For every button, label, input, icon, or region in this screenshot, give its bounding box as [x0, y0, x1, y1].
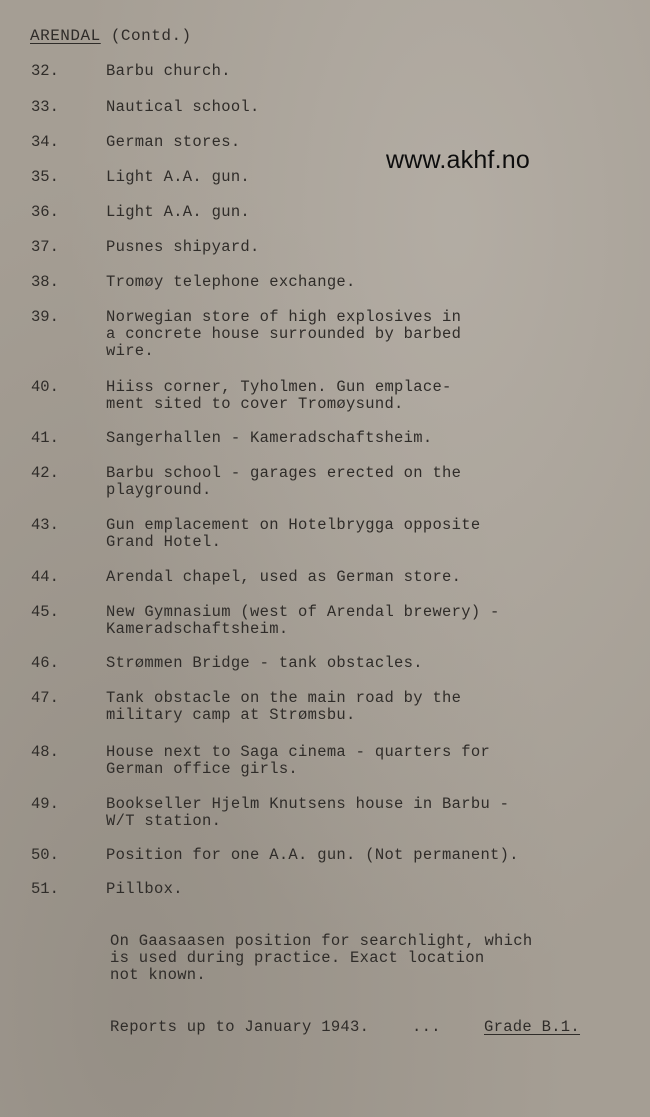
- item-number: 44.: [31, 568, 59, 586]
- item-text: Barbu church.: [106, 62, 231, 80]
- header-title: ARENDAL: [30, 27, 101, 45]
- item-number: 33.: [31, 98, 59, 116]
- grade-label: Grade B.1.: [484, 1018, 581, 1036]
- item-number: 42.: [31, 464, 59, 482]
- item-text: Light A.A. gun.: [106, 203, 251, 221]
- item-text: Hiiss corner, Tyholmen. Gun emplace- ment sited to cover Tromøysund.: [106, 378, 452, 413]
- item-number: 36.: [31, 203, 59, 221]
- item-number: 45.: [31, 603, 59, 621]
- item-number: 47.: [31, 689, 59, 707]
- item-number: 39.: [31, 308, 59, 326]
- item-text: Bookseller Hjelm Knutsens house in Barbu - W/T station.: [106, 795, 510, 830]
- item-text: Barbu school - garages erected on the playground.: [106, 464, 462, 499]
- item-number: 38.: [31, 273, 59, 291]
- item-text: Gun emplacement on Hotelbrygga opposite Grand Hotel.: [106, 516, 481, 551]
- item-number: 48.: [31, 743, 59, 761]
- item-text: Light A.A. gun.: [106, 168, 251, 186]
- item-text: New Gymnasium (west of Arendal brewery) - Kameradschaftsheim.: [106, 603, 500, 638]
- header-suffix: (Contd.): [110, 27, 192, 45]
- reports-line: Reports up to January 1943.: [110, 1018, 370, 1036]
- watermark: www.akhf.no: [386, 146, 530, 174]
- document-footer: [110, 1018, 620, 1036]
- item-text: Norwegian store of high explosives in a concrete house surrounded by barbed wire.: [106, 308, 462, 360]
- item-text: Strømmen Bridge - tank obstacles.: [106, 654, 423, 672]
- item-number: 43.: [31, 516, 59, 534]
- item-number: 32.: [31, 62, 59, 80]
- item-number: 46.: [31, 654, 59, 672]
- item-number: 37.: [31, 238, 59, 256]
- item-text: Tank obstacle on the main road by the military camp at Strømsbu.: [106, 689, 462, 724]
- item-number: 50.: [31, 846, 59, 864]
- searchlight-note: On Gaasaasen position for searchlight, which is used during practice. Exact location not known.: [110, 932, 533, 984]
- item-text: Pillbox.: [106, 880, 183, 898]
- item-text: Position for one A.A. gun. (Not permanent).: [106, 846, 519, 864]
- item-text: Tromøy telephone exchange.: [106, 273, 356, 291]
- document-header: [30, 27, 192, 45]
- item-text: German stores.: [106, 133, 241, 151]
- item-number: 34.: [31, 133, 59, 151]
- item-number: 41.: [31, 429, 59, 447]
- item-number: 49.: [31, 795, 59, 813]
- item-number: 51.: [31, 880, 59, 898]
- item-number: 40.: [31, 378, 59, 396]
- item-text: House next to Saga cinema - quarters for German office girls.: [106, 743, 491, 778]
- item-text: Nautical school.: [106, 98, 260, 116]
- item-text: Sangerhallen - Kameradschaftsheim.: [106, 429, 433, 447]
- item-text: Arendal chapel, used as German store.: [106, 568, 462, 586]
- item-text: Pusnes shipyard.: [106, 238, 260, 256]
- footer-dots: ...: [412, 1018, 441, 1036]
- item-number: 35.: [31, 168, 59, 186]
